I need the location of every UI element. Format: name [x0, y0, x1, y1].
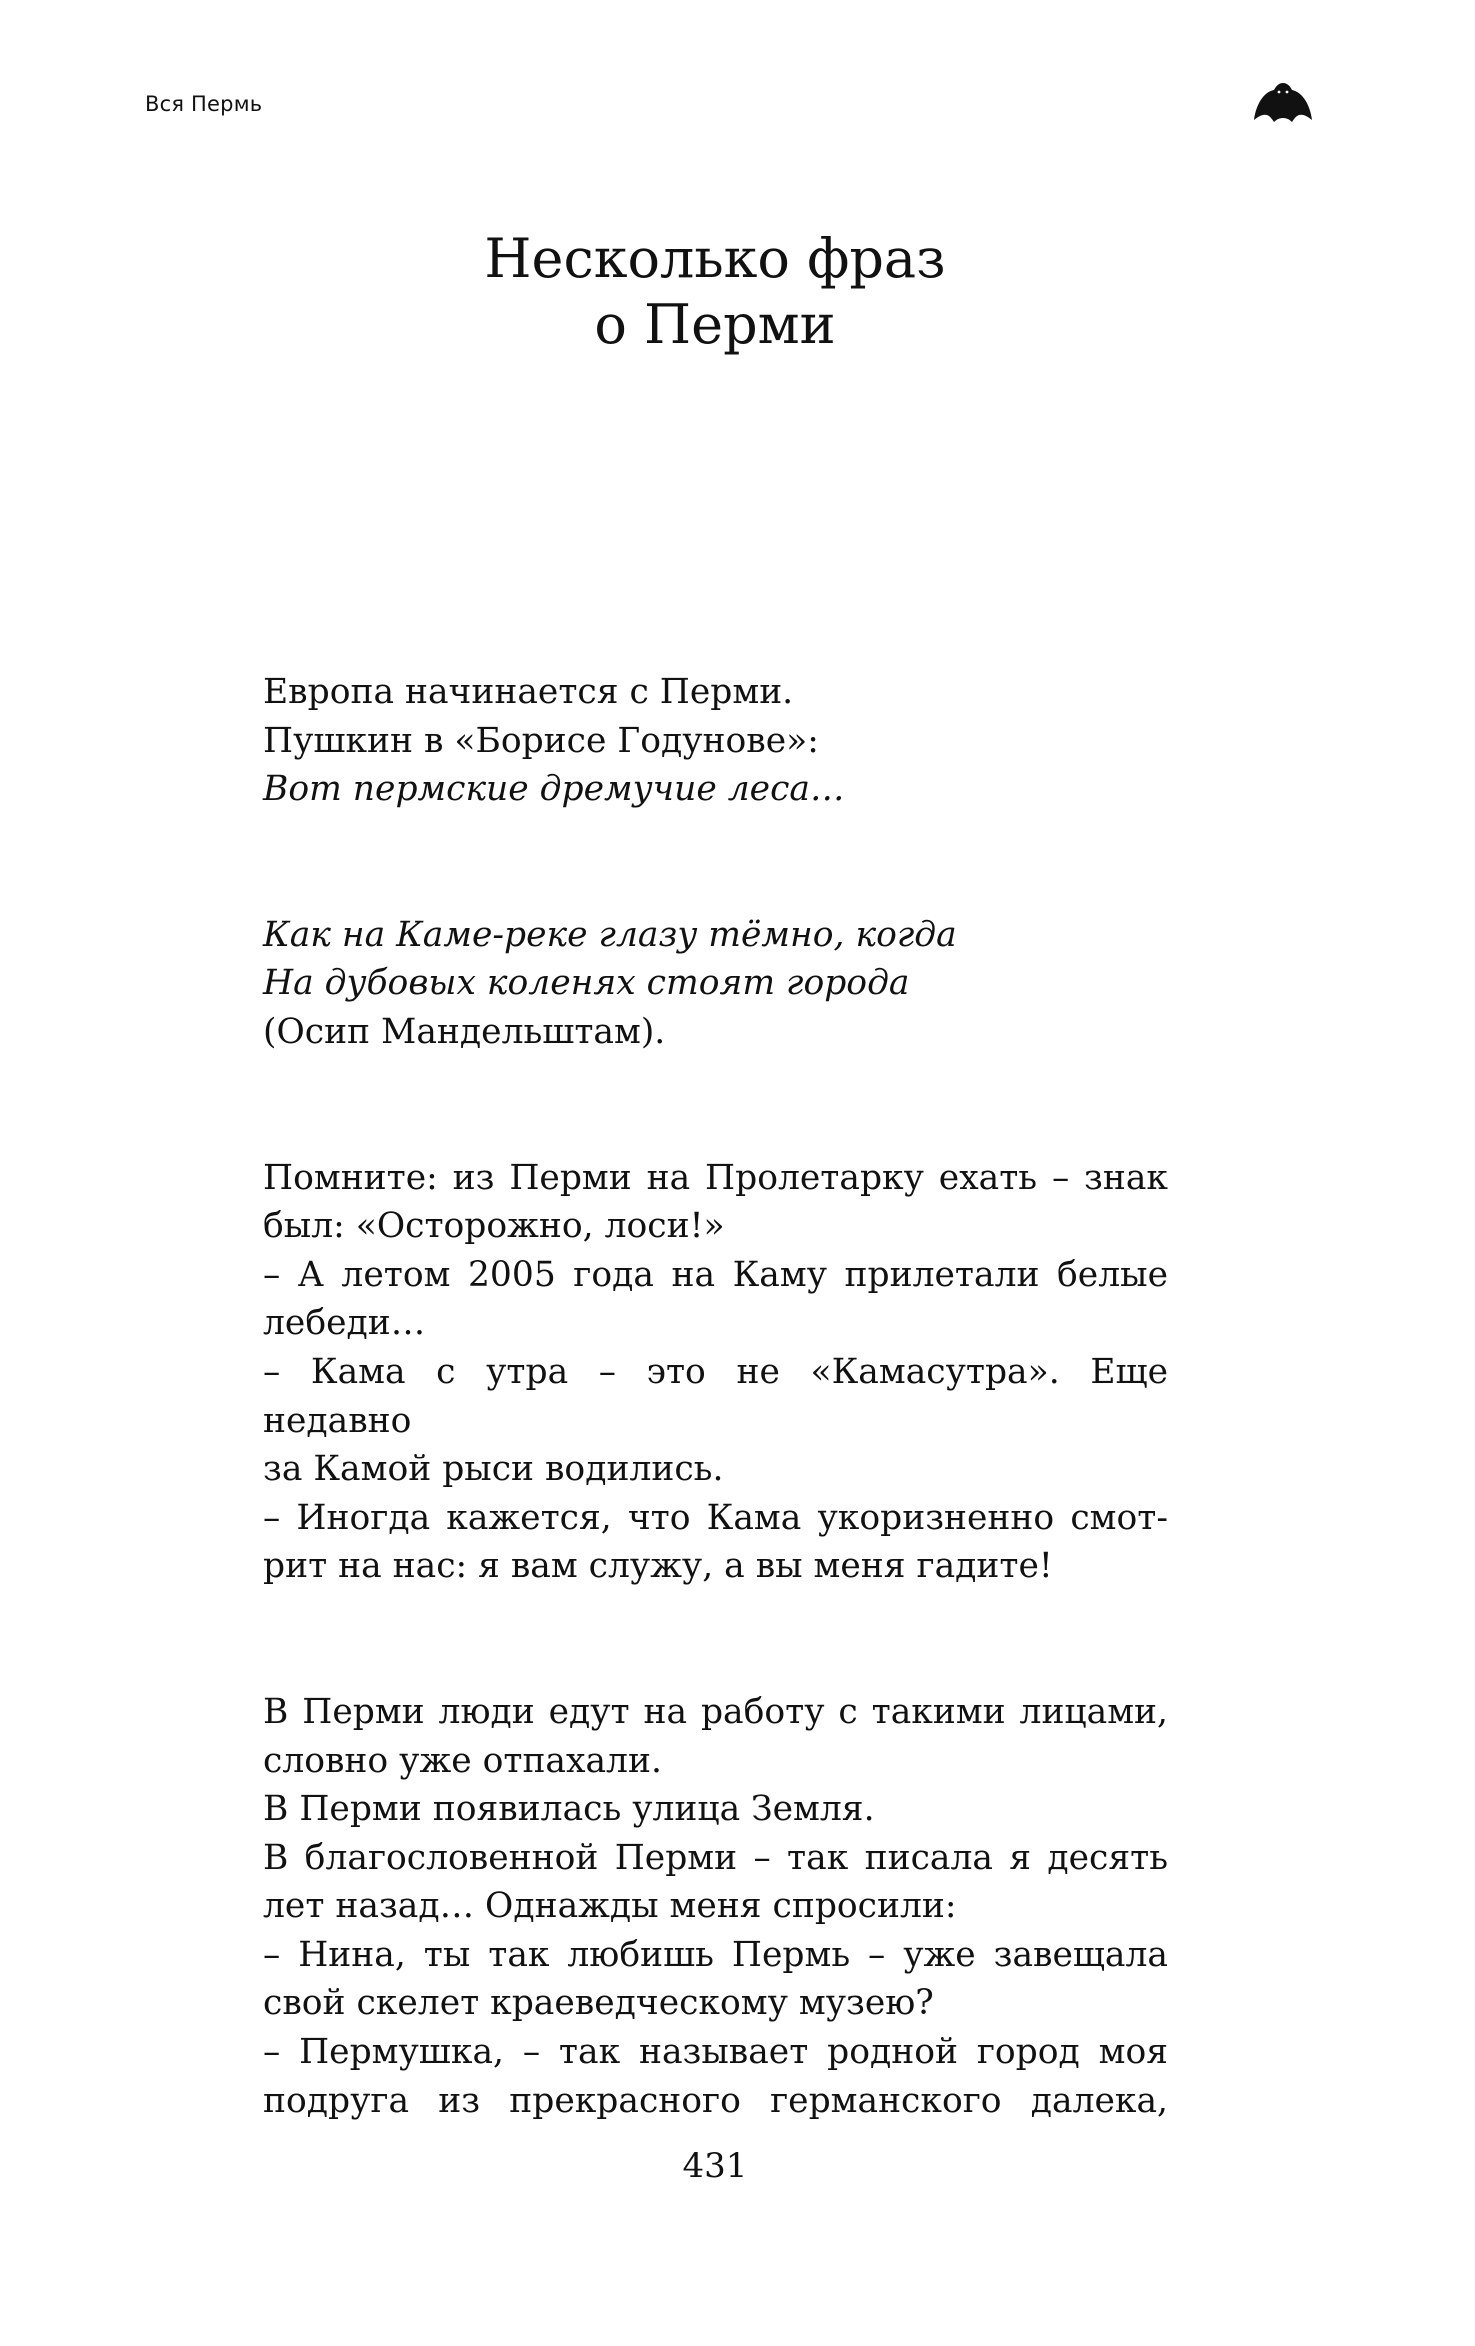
title-line-1: Несколько фраз — [484, 227, 946, 290]
text-line: В Перми люди едут на работу с такими лицами, — [263, 1691, 1168, 1732]
quote-line: Как на Каме-реке глазу тёмно, когда — [263, 914, 957, 955]
text-line: был: «Осторожно, лоси!» — [263, 1206, 725, 1247]
text-line: Европа начинается с Перми. — [263, 672, 794, 712]
text-line: словно уже отпахали. — [263, 1740, 662, 1781]
running-head: Вся Пермь — [145, 92, 263, 116]
text-line: рит на нас: я вам служу, а вы меня гадите! — [263, 1546, 1053, 1587]
paragraph-3 — [263, 1154, 1168, 1591]
text-line: В благословенной Перми – так писала я десять — [263, 1837, 1168, 1878]
text-line: Пушкин в «Борисе Годунове»: — [263, 720, 819, 761]
quote-line: На дубовых коленях стоят города — [263, 963, 910, 1004]
text-line: – Пермушка, – так называет родной город моя — [263, 2032, 1168, 2073]
paragraph-4 — [263, 1688, 1168, 2125]
paragraph-2 — [263, 911, 1168, 1057]
quote-line: Вот пермские дремучие леса… — [263, 769, 845, 810]
text-line: подруга из прекрасного германского далека, — [263, 2080, 1168, 2121]
text-line: (Осип Мандельштам). — [263, 1011, 666, 1052]
page-number: 431 — [682, 2146, 748, 2186]
text-line: свой скелет краеведческому музею? — [263, 1983, 934, 2024]
text-line: – Нина, ты так любишь Пермь – уже завещала — [263, 1934, 1168, 1975]
text-line: лет назад… Однажды меня спросили: — [263, 1886, 957, 1927]
text-line: – А летом 2005 года на Каму прилетали белые — [263, 1254, 1168, 1295]
page-title — [0, 226, 1430, 358]
text-line: лебеди… — [263, 1303, 426, 1344]
text-line: Помните: из Перми на Пролетарку ехать – знак — [263, 1157, 1168, 1198]
body-text — [263, 668, 1168, 2125]
publisher-bird-icon — [1252, 80, 1314, 126]
text-line: – Иногда кажется, что Кама укоризненно смот- — [263, 1497, 1168, 1538]
paragraph-1 — [263, 668, 1168, 814]
text-line: за Камой рыси водились. — [263, 1449, 724, 1490]
text-line: – Кама с утра – это не «Камасутра». Еще недавно — [263, 1351, 1168, 1441]
title-line-2: о Перми — [594, 293, 836, 356]
text-line: В Перми появилась улица Земля. — [263, 1789, 875, 1830]
